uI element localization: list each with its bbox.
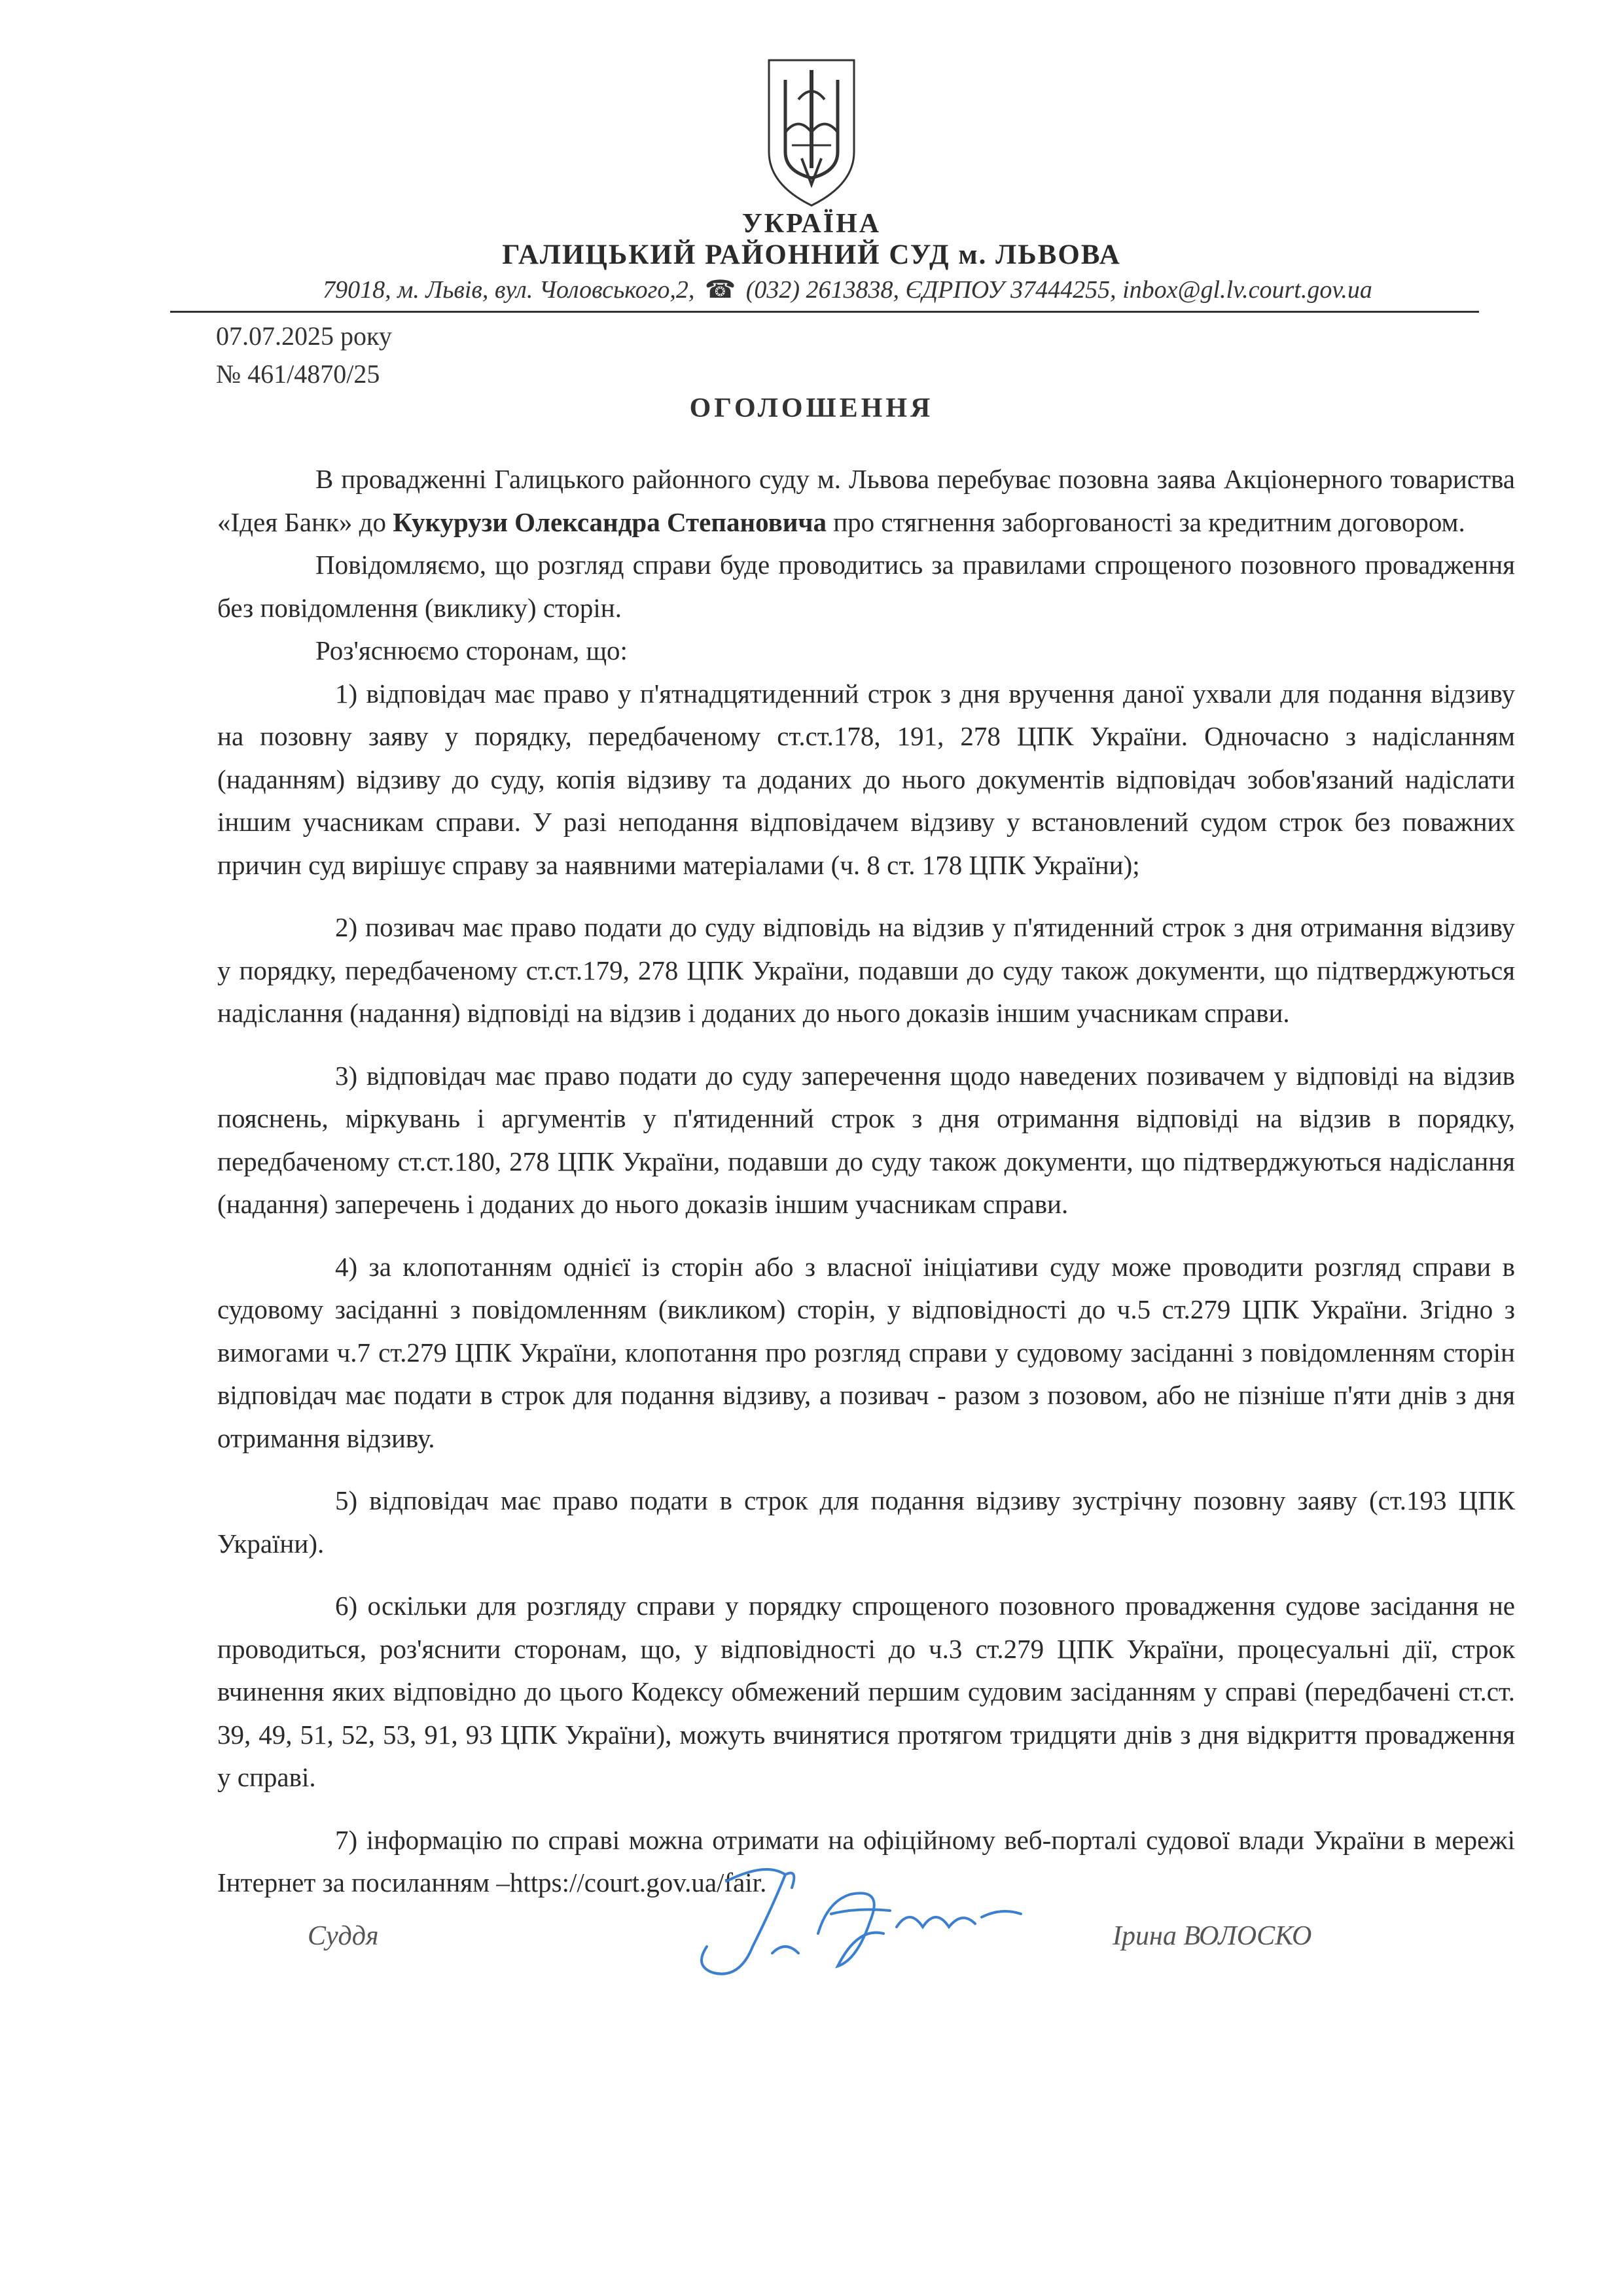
telephone-icon: ☎ [704,276,736,304]
rights-item-4: 4) за клопотанням однієї із сторін або з власної ініціативи суду може проводити розгляд справи в судовому засіданні з повідомленням (викликом) сторін, у відповідності до ч.5 ст.279 ЦПК України. Згідно з вимогами ч.7 ст.279 ЦПК України, клопотання про розгляд справи у судовому засіданні з повідомленням сторін відповідач має подати в строк для подання відзиву, а позивач - разом з позовом, або не пізніше п'яти днів з дня отримання відзиву. [217,1251,1515,1453]
court-address [216,275,1479,304]
defendant-name: Кукурузи Олександра Степановича [393,506,827,537]
rights-item-3: 3) відповідач має право подати до суду заперечення щодо наведених позивачем у відповіді на відзив пояснень, міркувань і аргументів у п'ятиденний строк з дня отримання відповіді на відзив в порядку, передбаченому ст.ст.180, 278 ЦПК України, подавши до суду також документи, що підтверджуються надіслання (надання) заперечень і доданих до нього доказів іншим учасникам справи. [217,1060,1515,1219]
handwritten-signature-icon [687,1855,1054,1986]
procedure-paragraph: Повідомляємо, що розгляд справи буде проводитись за правилами спрощеного позовного провадження без повідомлення (виклику) сторін. [217,550,1515,623]
court-name: ГАЛИЦЬКИЙ РАЙОННИЙ СУД м. ЛЬВОВА [502,239,1121,270]
country-name: УКРАЇНА [741,209,882,239]
rights-item-1: 1) відповідач має право у п'ятнадцятиденний строк з дня вручення даної ухвали для подання відзиву на позовну заяву у порядку, передбаченому ст.ст.178, 191, 278 ЦПК України. Одночасно з надісланням (наданням) відзиву до суду, копія відзиву та доданих до нього документів відповідач зобов'язаний надіслати іншим учасникам справи. У разі неподання відповідачем відзиву у встановлений судом строк без поважних причин суд вирішує справу за наявними матеріалами (ч. 8 ст. 178 ЦПК України); [217,678,1515,880]
trident-coat-of-arms-icon [762,54,861,211]
rights-item-7: 7) інформацію по справі можна отримати на офіційному веб-порталі судової влади України в мережі Інтернет за посиланням –https://court.gov.ua/fair. [217,1824,1515,1898]
document-title: ОГОЛОШЕННЯ [689,393,934,423]
intro-start: В провадженні Галицького районного суду м. Львова перебуває позовна заява Акціонерного товариства «Ідея Банк» до [217,464,1515,537]
explanation-lead: Роз'яснюємо сторонам, що: [315,635,628,665]
case-number: № 461/4870/25 [216,359,380,389]
address-contacts: (032) 2613838, ЄДРПОУ 37444255, inbox@gl.lv.court.gov.ua [745,276,1372,304]
rights-item-5: 5) відповідач має право подати в строк для подання відзиву зустрічну позовну заяву (ст.193 ЦПК України). [217,1485,1515,1559]
judge-label: Суддя [308,1921,379,1951]
signature-block [0,1901,1623,1992]
judge-name: Ірина ВОЛОСКО [1113,1921,1312,1951]
address-street: 79018, м. Львів, вул. Чоловського,2, [323,276,695,304]
rights-item-2: 2) позивач має право подати до суду відповідь на відзив у п'ятиденний строк з дня отримання відзиву у порядку, передбаченому ст.ст.179, 278 ЦПК України, подавши до суду також документи, що підтверджуються надіслання (надання) відповіді на відзив і доданих до нього доказів іншим учасникам справи. [217,912,1515,1028]
document-date: 07.07.2025 року [216,321,392,351]
announcement-body [217,458,1515,1905]
intro-paragraph [217,458,1515,544]
header-divider [170,311,1479,313]
rights-item-6: 6) оскільки для розгляду справи у порядку спрощеного позовного провадження судове засідання не проводиться, роз'яснити сторонам, що, у відповідності до ч.3 ст.279 ЦПК України, процесуальні дії, строк вчинення яких відповідно до цього Кодексу обмежений першим судовим засіданням у справі (передбачені ст.ст. 39, 49, 51, 52, 53, 91, 93 ЦПК України), можуть вчинятися протягом тридцяти днів з дня відкриття провадження у справі. [217,1591,1515,1792]
intro-end: про стягнення заборгованості за кредитним договором. [826,506,1465,537]
